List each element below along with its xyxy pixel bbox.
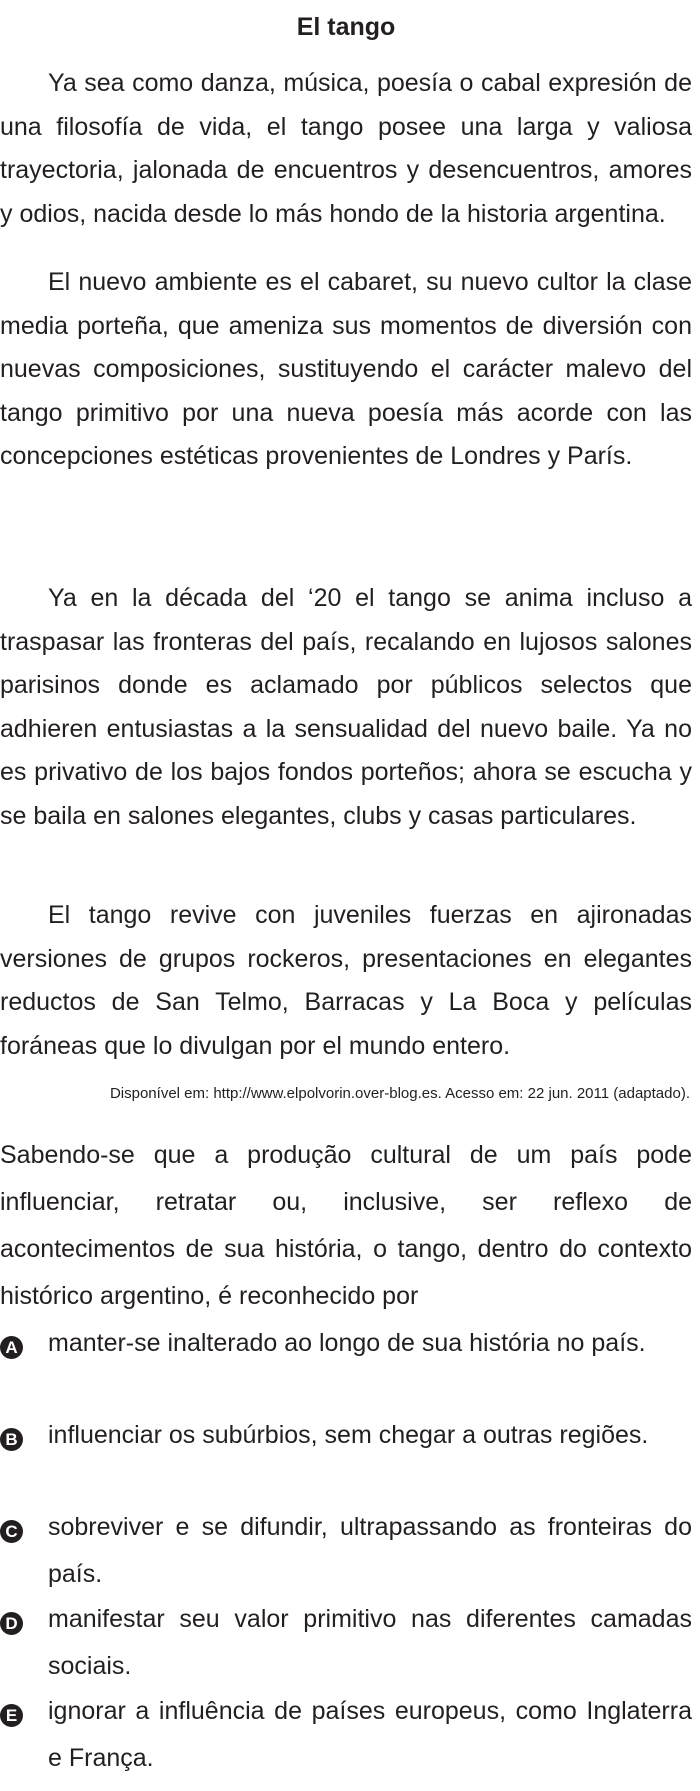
paragraph-2: El nuevo ambiente es el cabaret, su nuevo cultor la clase media porteña, que ameniza sus momentos de diversión con nuevas composiciones, sustituyendo el carácter malevo del tango primitivo por una nueva poesía más acorde con las concepciones estéticas provenientes de Londres y París. xyxy=(0,268,692,470)
document-title: El tango xyxy=(296,13,396,41)
option-text: manifestar seu valor primitivo nas diferentes camadas sociais. xyxy=(48,1605,692,1680)
option-c[interactable] xyxy=(0,1512,692,1604)
option-e[interactable] xyxy=(0,1696,692,1788)
paragraph-3: Ya en la década del ‘20 el tango se anima incluso a traspasar las fronteras del país, recalando en lujosos salones parisinos donde es aclamado por públicos selectos que adhieren entusiastas a la sensualidad del nuevo baile. Ya no es privativo de los bajos fondos porteños; ahora se escucha y se baila en salones elegantes, clubs y casas particulares. xyxy=(0,584,692,830)
option-text: ignorar a influência de países europeus, como Inglaterra e França. xyxy=(48,1697,692,1772)
option-d[interactable] xyxy=(0,1604,692,1696)
source-citation: Disponível em: http://www.elpolvorin.over-blog.es. Acesso em: 22 jun. 2011 (adaptado). xyxy=(109,1085,690,1102)
option-letter-badge: D xyxy=(0,1612,23,1635)
option-b[interactable] xyxy=(0,1420,692,1512)
option-letter-badge: C xyxy=(0,1520,23,1543)
option-letter-badge: B xyxy=(0,1428,23,1451)
paragraph-1: Ya sea como danza, música, poesía o cabal expresión de una filosofía de vida, el tango posee una larga y valiosa trayectoria, jalonada de encuentros y desencuentros, amores y odios, nacida desde lo más hondo de la historia argentina. xyxy=(0,69,692,228)
option-letter-badge: A xyxy=(0,1336,23,1359)
paragraph-4: El tango revive con juveniles fuerzas en ajironadas versiones de grupos rockeros, presentaciones en elegantes reductos de San Telmo, Barracas y La Boca y películas foráneas que lo divulgan por el mundo entero. xyxy=(0,901,692,1060)
question-stem: Sabendo-se que a produção cultural de um país pode influenciar, retratar ou, inclusive, ser reflexo de acontecimentos de sua história, o tango, dentro do contexto histórico argentino, é reconhecido por xyxy=(0,1141,692,1310)
option-a[interactable] xyxy=(0,1328,692,1420)
option-text: manter-se inalterado ao longo de sua história no país. xyxy=(48,1329,646,1357)
option-letter-badge: E xyxy=(0,1704,23,1727)
option-text: sobreviver e se difundir, ultrapassando as fronteiras do país. xyxy=(48,1513,692,1588)
option-text: influenciar os subúrbios, sem chegar a outras regiões. xyxy=(48,1421,649,1449)
